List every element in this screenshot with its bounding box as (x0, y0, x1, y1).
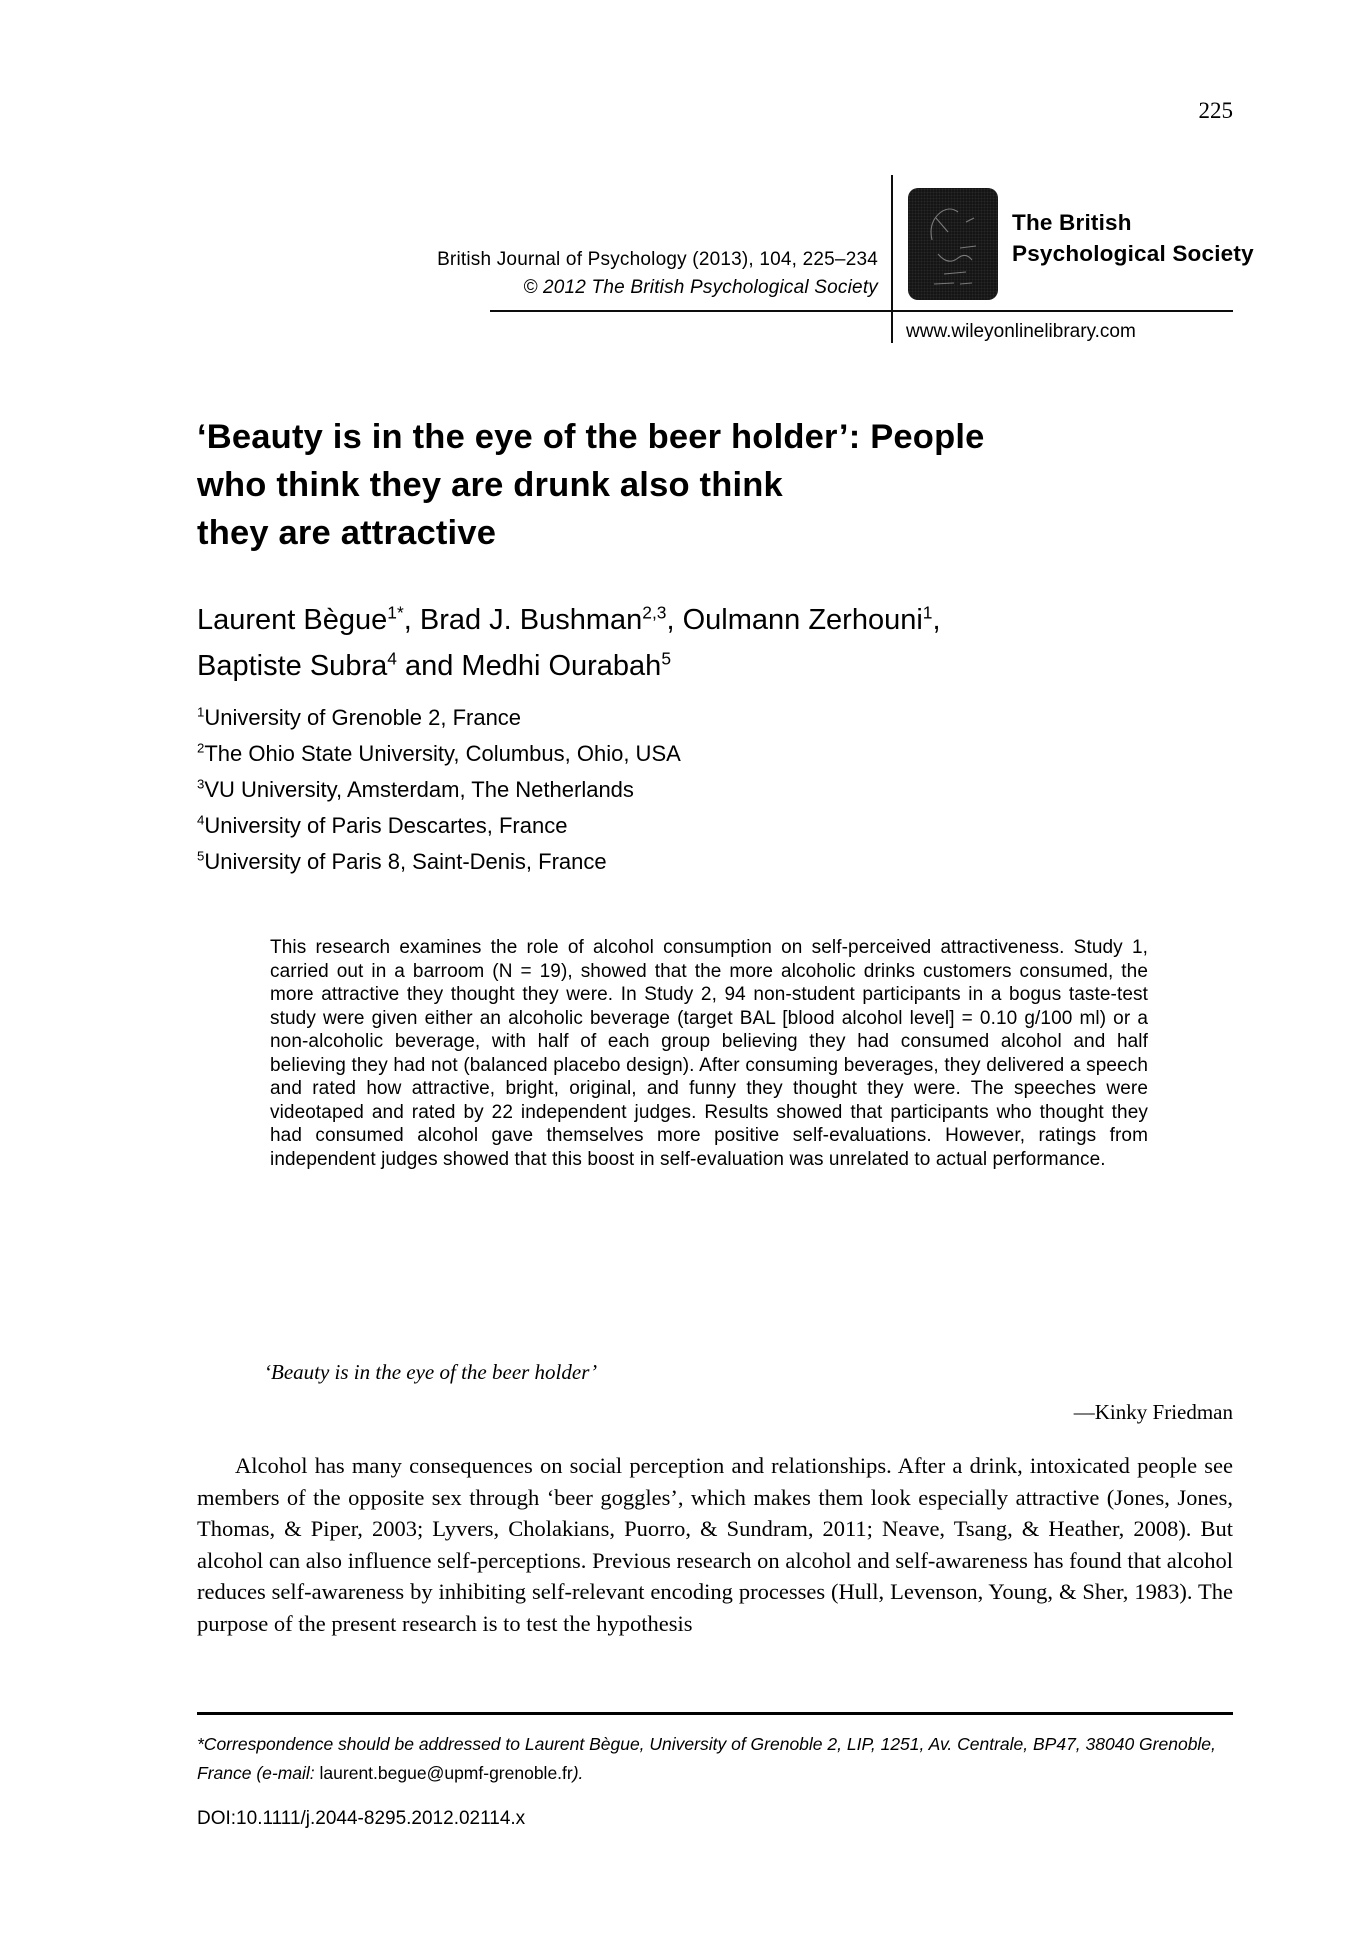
article-title-line1: ‘Beauty is in the eye of the beer holder’: People (197, 418, 985, 456)
author-line2 (197, 643, 1247, 689)
footnote-text-end: ). (572, 1763, 584, 1783)
body-paragraph: Alcohol has many consequences on social perception and relationships. After a drink, intoxicated people see members of the opposite sex through ‘beer goggles’, which makes them look especially attractive (Jones, Jones, Thomas, & Piper, 2003; Lyvers, Cholakians, Puorro, & Sundram, 2011; Neave, Tsang, & Heather, 2008). But alcohol can also influence self-perceptions. Previous research on alcohol and self-awareness has found that alcohol reduces self-awareness by inhibiting self-relevant encoding processes (Hull, Levenson, Young, & Sher, 1983). The purpose of the present research is to test the hypothesis (197, 1453, 1233, 1636)
journal-citation-block (437, 246, 878, 302)
epigraph-quote: ‘Beauty is in the eye of the beer holder’ (264, 1360, 598, 1384)
author-affiliation-marker: 4 (387, 648, 397, 669)
author-affiliation-marker: 2,3 (642, 602, 667, 623)
author-separator: , (932, 604, 941, 636)
affiliation-marker: 1 (197, 704, 205, 720)
page-number: 225 (1198, 98, 1233, 123)
article-title (197, 413, 1247, 557)
publisher-website: www.wileyonlinelibrary.com (906, 321, 1136, 342)
affiliation-text: University of Paris 8, Saint-Denis, France (204, 849, 607, 874)
author-affiliation-marker: 1 (922, 602, 933, 623)
affiliation-text: University of Grenoble 2, France (204, 705, 522, 730)
article-body (197, 1450, 1233, 1639)
affiliation-marker: 2 (197, 740, 205, 756)
correspondence-email: laurent.begue@upmf-grenoble.fr (319, 1763, 573, 1783)
journal-citation: British Journal of Psychology (2013), 104, 225–234 (437, 249, 878, 270)
society-name-line2: Psychological Society (1012, 241, 1254, 266)
affiliation-item (197, 736, 1247, 772)
author-affiliation-marker: 5 (661, 648, 671, 669)
society-name-line1: The British (1012, 210, 1132, 235)
affiliation-item (197, 772, 1247, 808)
society-name (1012, 207, 1254, 269)
article-title-line3: they are attractive (197, 514, 497, 552)
masthead-rule (490, 310, 1233, 312)
correspondence-footnote (197, 1730, 1239, 1788)
affiliation-list (197, 700, 1247, 880)
affiliation-text: The Ohio State University, Columbus, Ohio, USA (204, 741, 681, 766)
epigraph-attribution: —Kinky Friedman (1073, 1400, 1233, 1424)
affiliation-item (197, 700, 1247, 736)
affiliation-item (197, 808, 1247, 844)
affiliation-marker: 3 (197, 776, 205, 792)
author-affiliation-marker: 1* (387, 602, 404, 623)
article-title-line2: who think they are drunk also think (197, 466, 783, 504)
abstract: This research examines the role of alcohol consumption on self-perceived attractiveness. Study 1, carried out in a barroom (N = 19), showed that the more alcoholic drinks customers consumed, the more attractive they thought they were. In Study 2, 94 non-student participants in a bogus taste-test study were given either an alcoholic beverage (target BAL [blood alcohol level] = 0.10 g/100 ml) or a non-alcoholic beverage, with half of each group believing they had consumed alcohol and half believing they had not (balanced placebo design). After consuming beverages, they delivered a speech and rated how attractive, bright, original, and funny they thought they were. The speeches were videotaped and rated by 22 independent judges. Results showed that participants who thought they had consumed alcohol gave themselves more positive self-evaluations. However, ratings from independent judges showed that this boost in self-evaluation was unrelated to actual performance. (270, 937, 1148, 1170)
journal-copyright: © 2012 The British Psychological Society (523, 277, 878, 298)
masthead-vertical-divider (891, 175, 893, 343)
affiliation-text: University of Paris Descartes, France (204, 813, 568, 838)
doi: DOI:10.1111/j.2044-8295.2012.02114.x (197, 1808, 526, 1829)
footnote-rule (197, 1712, 1233, 1715)
author-name: , Brad J. Bushman (403, 604, 643, 636)
affiliation-text: VU University, Amsterdam, The Netherlands (204, 777, 634, 802)
author-line1 (197, 597, 1247, 643)
author-name: and Medhi Ourabah (396, 650, 662, 682)
author-list (197, 597, 1247, 689)
footnote-text: *Correspondence should be addressed to Laurent Bègue, University of Grenoble 2, LIP, 1251, Av. Centrale, BP47, 38040 Grenoble, France (e-mail: (197, 1734, 1216, 1783)
author-name: Baptiste Subra (197, 650, 388, 682)
bps-logo (908, 188, 998, 300)
bps-crest-icon (908, 188, 998, 300)
author-name: , Oulmann Zerhouni (666, 604, 923, 636)
affiliation-marker: 4 (197, 812, 205, 828)
affiliation-item (197, 844, 1247, 880)
affiliation-marker: 5 (197, 848, 205, 864)
author-name: Laurent Bègue (197, 604, 388, 636)
